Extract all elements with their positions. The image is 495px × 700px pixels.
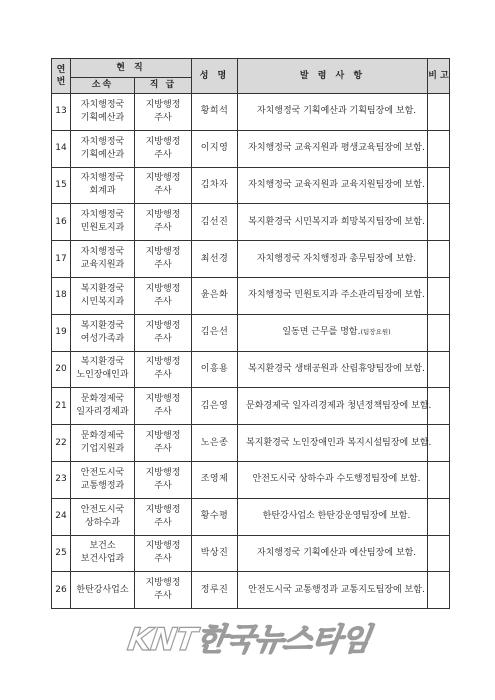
row-order — [238, 130, 428, 167]
header-dept: 소속 — [71, 78, 135, 94]
row-number: 19 — [52, 314, 71, 351]
table-row — [52, 535, 450, 572]
row-order — [238, 388, 432, 425]
row-rank: 지방행정 주사 — [135, 241, 192, 278]
row-note — [428, 498, 450, 535]
table-row — [52, 204, 450, 241]
row-rank: 지방행정 주사 — [135, 461, 192, 498]
row-department: 안전도시국 교통행정과 — [71, 461, 135, 498]
row-department: 문화경제국 일자리경제과 — [71, 388, 135, 425]
row-order-text: 한탄강사업소 한탄강운영팀장에 보함. — [262, 511, 411, 522]
row-note — [428, 167, 450, 204]
header-order: 발 령 사 항 — [238, 59, 428, 94]
row-rank: 지방행정 주사 — [135, 535, 192, 572]
row-note — [428, 535, 450, 572]
table-row — [52, 498, 450, 535]
row-order-text: 자치행정국 기획예산과 기획팀장에 보함. — [256, 106, 417, 117]
row-note — [428, 130, 450, 167]
row-rank: 지방행정 주사 — [135, 351, 192, 388]
table-row — [52, 277, 450, 314]
row-rank: 지방행정 주사 — [135, 314, 192, 351]
row-name: 최선경 — [192, 241, 238, 278]
row-order — [238, 351, 428, 388]
row-name: 박상진 — [192, 535, 238, 572]
row-number: 14 — [52, 130, 71, 167]
row-name: 김차자 — [192, 167, 238, 204]
row-order-note: (팀장요원) — [360, 328, 391, 337]
watermark-logo: KNT한국뉴스타임 — [125, 622, 373, 658]
row-name: 김은영 — [192, 388, 238, 425]
row-number: 22 — [52, 425, 71, 462]
row-rank: 지방행정 주사 — [135, 572, 192, 609]
row-note — [428, 572, 450, 609]
row-order-text: 복지환경국 생태공원과 산림휴양팀장에 보함. — [248, 363, 425, 374]
row-order — [238, 535, 428, 572]
row-order — [238, 425, 432, 462]
row-department: 안전도시국 상하수과 — [71, 498, 135, 535]
row-name: 윤은화 — [192, 277, 238, 314]
row-rank: 지방행정 주사 — [135, 130, 192, 167]
header-rank: 직 급 — [135, 78, 192, 94]
table-row — [52, 314, 450, 351]
row-name: 황희석 — [192, 94, 238, 131]
row-department: 문화경제국 기업지원과 — [71, 425, 135, 462]
row-order — [238, 94, 428, 131]
table-row — [52, 351, 450, 388]
row-department: 복지환경국 시민복지과 — [71, 277, 135, 314]
row-name: 노은종 — [192, 425, 238, 462]
table-row — [52, 94, 450, 131]
row-order — [238, 241, 428, 278]
personnel-table — [51, 58, 450, 609]
table-body — [52, 94, 450, 609]
row-department: 자치행정국 회계과 — [71, 167, 135, 204]
row-note — [428, 461, 450, 498]
row-department: 자치행정국 민원토지과 — [71, 204, 135, 241]
row-number: 15 — [52, 167, 71, 204]
row-order-text: 문화경제국 일자리경제과 청년정책팀장에 보함. — [246, 400, 432, 411]
table-row — [52, 167, 450, 204]
row-number: 24 — [52, 498, 71, 535]
header-current: 현 직 — [71, 59, 192, 78]
row-department: 자치행정국 기획예산과 — [71, 130, 135, 167]
table-row — [52, 241, 450, 278]
row-order — [238, 572, 428, 609]
row-order-text: 안전도시국 교통행정과 교통지도팀장에 보함. — [248, 584, 425, 595]
row-name: 김선진 — [192, 204, 238, 241]
row-rank: 지방행정 주사 — [135, 167, 192, 204]
row-note — [428, 351, 450, 388]
row-order — [238, 277, 428, 314]
row-order-text: 자치행정국 자치행정과 총무팀장에 보함. — [256, 253, 417, 264]
row-order-text: 복지환경국 노인장애인과 복지시설팀장에 보함. — [246, 437, 432, 448]
row-department: 자치행정국 교육지원과 — [71, 241, 135, 278]
row-name: 정루진 — [192, 572, 238, 609]
row-order — [238, 498, 428, 535]
row-note — [428, 241, 450, 278]
row-rank: 지방행정 주사 — [135, 277, 192, 314]
table-row — [52, 461, 450, 498]
row-order-text: 안전도시국 상하수과 수도행정팀장에 보함. — [252, 474, 421, 485]
header-note: 비 고 — [428, 59, 450, 94]
row-number: 23 — [52, 461, 71, 498]
row-note — [428, 314, 450, 351]
row-rank: 지방행정 주사 — [135, 425, 192, 462]
row-number: 16 — [52, 204, 71, 241]
row-number: 26 — [52, 572, 71, 609]
row-number: 25 — [52, 535, 71, 572]
row-department: 보건소 보건사업과 — [71, 535, 135, 572]
row-name: 이흥용 — [192, 351, 238, 388]
row-order-text: 자치행정국 민원토지과 주소관리팀장에 보함. — [248, 290, 425, 301]
row-note — [428, 277, 450, 314]
row-number: 13 — [52, 94, 71, 131]
row-rank: 지방행정 주사 — [135, 204, 192, 241]
row-order — [238, 314, 428, 351]
row-number: 21 — [52, 388, 71, 425]
table-row — [52, 425, 450, 462]
table-row — [52, 572, 450, 609]
row-name: 김은선 — [192, 314, 238, 351]
row-order — [238, 461, 428, 498]
row-department: 복지환경국 노인장애인과 — [71, 351, 135, 388]
row-note — [428, 204, 450, 241]
header-no: 연 번 — [52, 59, 71, 94]
row-name: 이지영 — [192, 130, 238, 167]
row-name: 황수평 — [192, 498, 238, 535]
table-row — [52, 388, 450, 425]
row-rank: 지방행정 주사 — [135, 94, 192, 131]
row-order-text: 일동면 근무를 명함. — [282, 327, 361, 338]
row-department: 복지환경국 여성가족과 — [71, 314, 135, 351]
row-order — [238, 167, 428, 204]
row-number: 17 — [52, 241, 71, 278]
row-order-text: 복지환경국 시민복지과 희망복지팀장에 보함. — [248, 216, 425, 227]
row-department: 한탄강사업소 — [71, 572, 135, 609]
row-number: 20 — [52, 351, 71, 388]
row-department: 자치행정국 기획예산과 — [71, 94, 135, 131]
header-name: 성 명 — [192, 59, 238, 94]
row-rank: 지방행정 주사 — [135, 498, 192, 535]
table-row — [52, 130, 450, 167]
row-name: 조영제 — [192, 461, 238, 498]
row-note — [428, 94, 450, 131]
row-rank: 지방행정 주사 — [135, 388, 192, 425]
row-order-text: 자치행정국 교육지원과 평생교육팀장에 보함. — [248, 143, 425, 154]
row-order-text: 자치행정국 교육지원과 교육지원팀장에 보함. — [248, 179, 425, 190]
row-order — [238, 204, 428, 241]
row-number: 18 — [52, 277, 71, 314]
row-order-text: 자치행정국 기획예산과 예산팀장에 보함. — [256, 547, 417, 558]
